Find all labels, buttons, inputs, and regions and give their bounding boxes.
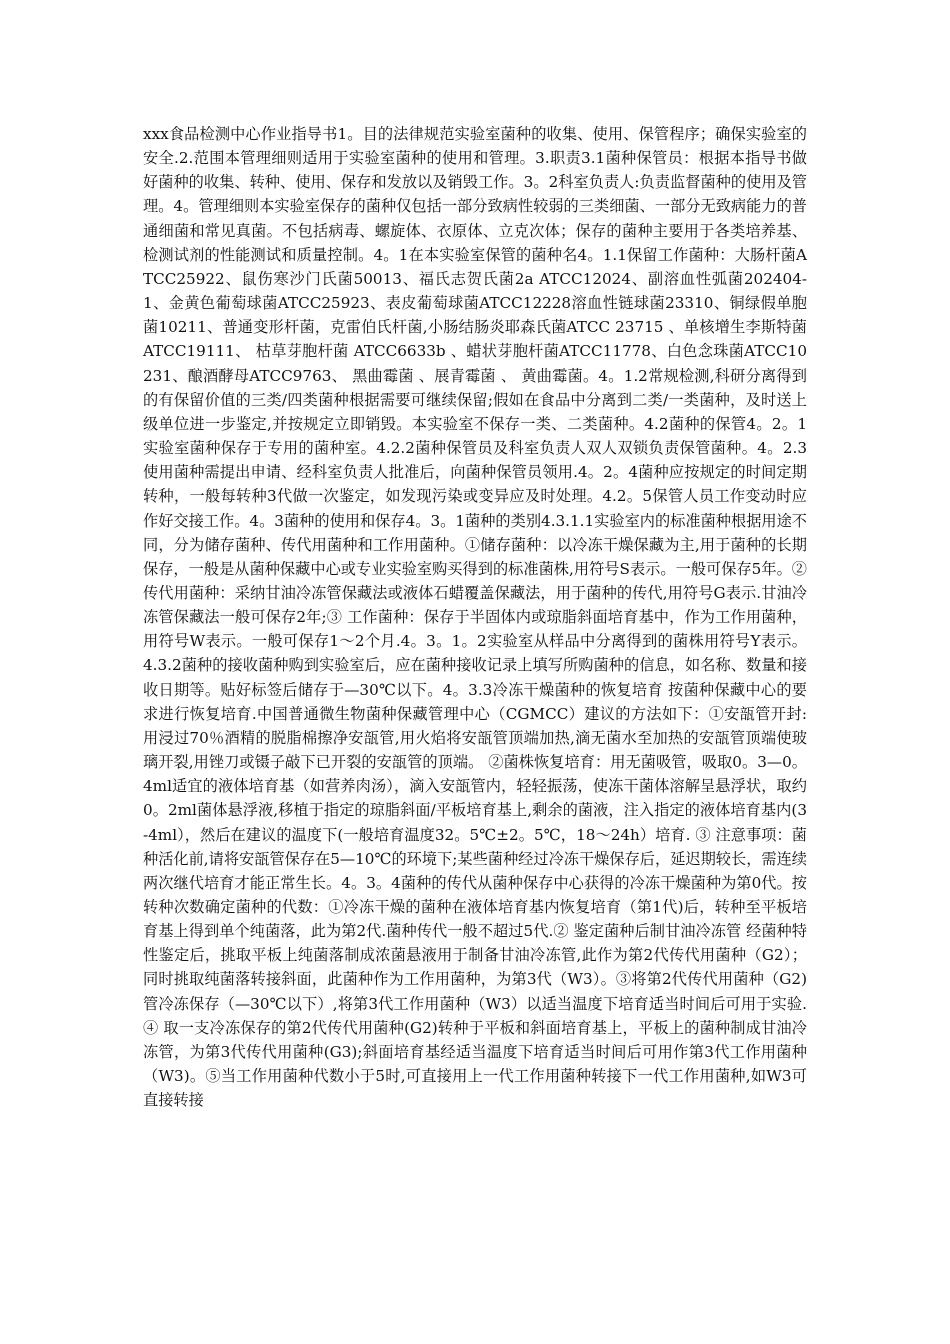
document-body-paragraph: xxx食品检测中心作业指导书1。目的法律规范实验室菌种的收集、使用、保管程序；确保实验室的安全.2.范围本管理细则适用于实验室菌种的使用和管理。3.职责3.1菌种保管员：根据本指导书做好菌种的收集、转种、使用、保存和发放以及销毁工作。3。2科室负责人:负责监督菌种的使用及管理。4。管理细则本实验室保存的菌种仅包括一部分致病性较弱的三类细菌、一部分无致病能力的普通细菌和常见真菌。不包括病毒、螺旋体、衣原体、立克次体；保存的菌种主要用于各类培养基、检测试剂的性能测试和质量控制。4。1在本实验室保管的菌种名4。1.1保留工作菌种：大肠杆菌ATCC25922、鼠伤寒沙门氏菌50013、福氏志贺氏菌2a ATCC12024、副溶血性弧菌202404-1、金黄色葡萄球菌ATCC25923、表皮葡萄球菌ATCC12228溶血性链球菌23310、铜绿假单胞菌10211、普通变形杆菌，克雷伯氏杆菌,小肠结肠炎耶森氏菌ATCC 23715 、单核增生李斯特菌ATCC19111、 枯草芽胞杆菌 ATCC6633b 、蜡状芽胞杆菌ATCC11778、白色念珠菌ATCC10231、酿酒酵母ATCC9763、 黑曲霉菌 、展青霉菌 、 黄曲霉菌。4。1.2常规检测,科研分离得到的有保留价值的三类/四类菌种根据需要可继续保留;假如在食品中分离到二类/一类菌种，及时送上级单位进一步鉴定,并按规定立即销毁。本实验室不保存一类、二类菌种。4.2菌种的保管4。2。1实验室菌种保存于专用的菌种室。4.2.2菌种保管员及科室负责人双人双锁负责保管菌种。4。2.3使用菌种需提出申请、经科室负责人批准后，向菌种保管员领用.4。2。4菌种应按规定的时间定期转种，一般每转种3代做一次鉴定，如发现污染或变异应及时处理。4.2。5保管人员工作变动时应作好交接工作。4。3菌种的使用和保存4。3。1菌种的类别4.3.1.1实验室内的标准菌种根据用途不同，分为储存菌种、传代用菌种和工作用菌种。①储存菌种：以冷冻干燥保藏为主,用于菌种的长期保存，一般是从菌种保藏中心或专业实验室购买得到的标准菌株,用符号S表示。一般可保存5年。②传代用菌种：采纳甘油冷冻管保藏法或液体石蜡覆盖保藏法，用于菌种的传代,用符号G表示.甘油冷冻管保藏法一般可保存2年;③ 工作菌种：保存于半固体内或琼脂斜面培育基中，作为工作用菌种，用符号W表示。一般可保存1～2个月.4。3。1。2实验室从样品中分离得到的菌株用符号Y表示。4.3.2菌种的接收菌种购到实验室后，应在菌种接收记录上填写所购菌种的信息，如名称、数量和接收日期等。贴好标签后储存于—30℃以下。4。3.3冷冻干燥菌种的恢复培育 按菌种保藏中心的要求进行恢复培育.中国普通微生物菌种保藏管理中心（CGMCC）建议的方法如下：①安瓿管开封:用浸过70％酒精的脱脂棉擦净安瓿管,用火焰将安瓿管顶端加热,滴无菌水至加热的安瓿管顶端使玻璃开裂,用锉刀或镊子敲下已开裂的安瓿管的顶端。 ②菌株恢复培育：用无菌吸管，吸取0。3—0。4ml适宜的液体培育基（如营养肉汤），滴入安瓿管内，轻轻振荡，使冻干菌体溶解呈悬浮状，取约0。2ml菌体悬浮液,移植于指定的琼脂斜面/平板培育基上,剩余的菌液，注入指定的液体培育基内(3-4ml），然后在建议的温度下(一般培育温度32。5℃±2。5℃，18～24h）培育. ③ 注意事项：菌种活化前,请将安瓿管保存在5—10℃的环境下;某些菌种经过冷冻干燥保存后，延迟期较长，需连续两次继代培育才能正常生长。4。3。4菌种的传代从菌种保存中心获得的冷冻干燥菌种为第0代。按转种次数确定菌种的代数：①冷冻干燥的菌种在液体培育基内恢复培育（第1代)后，转种至平板培育基上得到单个纯菌落，此为第2代.菌种传代一般不超过5代.② 鉴定菌种后制甘油冷冻管 经菌种特性鉴定后，挑取平板上纯菌落制成浓菌悬液用于制备甘油冷冻管,此作为第2代传代用菌种（G2）；同时挑取纯菌落转接斜面，此菌种作为工作用菌种，为第3代（W3）。③将第2代传代用菌种（G2)管冷冻保存（—30℃以下）,将第3代工作用菌种（W3）以适当温度下培育适当时间后可用于实验.④ 取一支冷冻保存的第2代传代用菌种(G2)转种于平板和斜面培育基上，平板上的菌种制成甘油冷冻管，为第3代传代用菌种(G3);斜面培育基经适当温度下培育适当时间后可用作第3代工作用菌种（W3)。⑤当工作用菌种代数小于5时,可直接用上一代工作用菌种转接下一代工作用菌种,如W3可直接转接: [143, 125, 807, 1110]
